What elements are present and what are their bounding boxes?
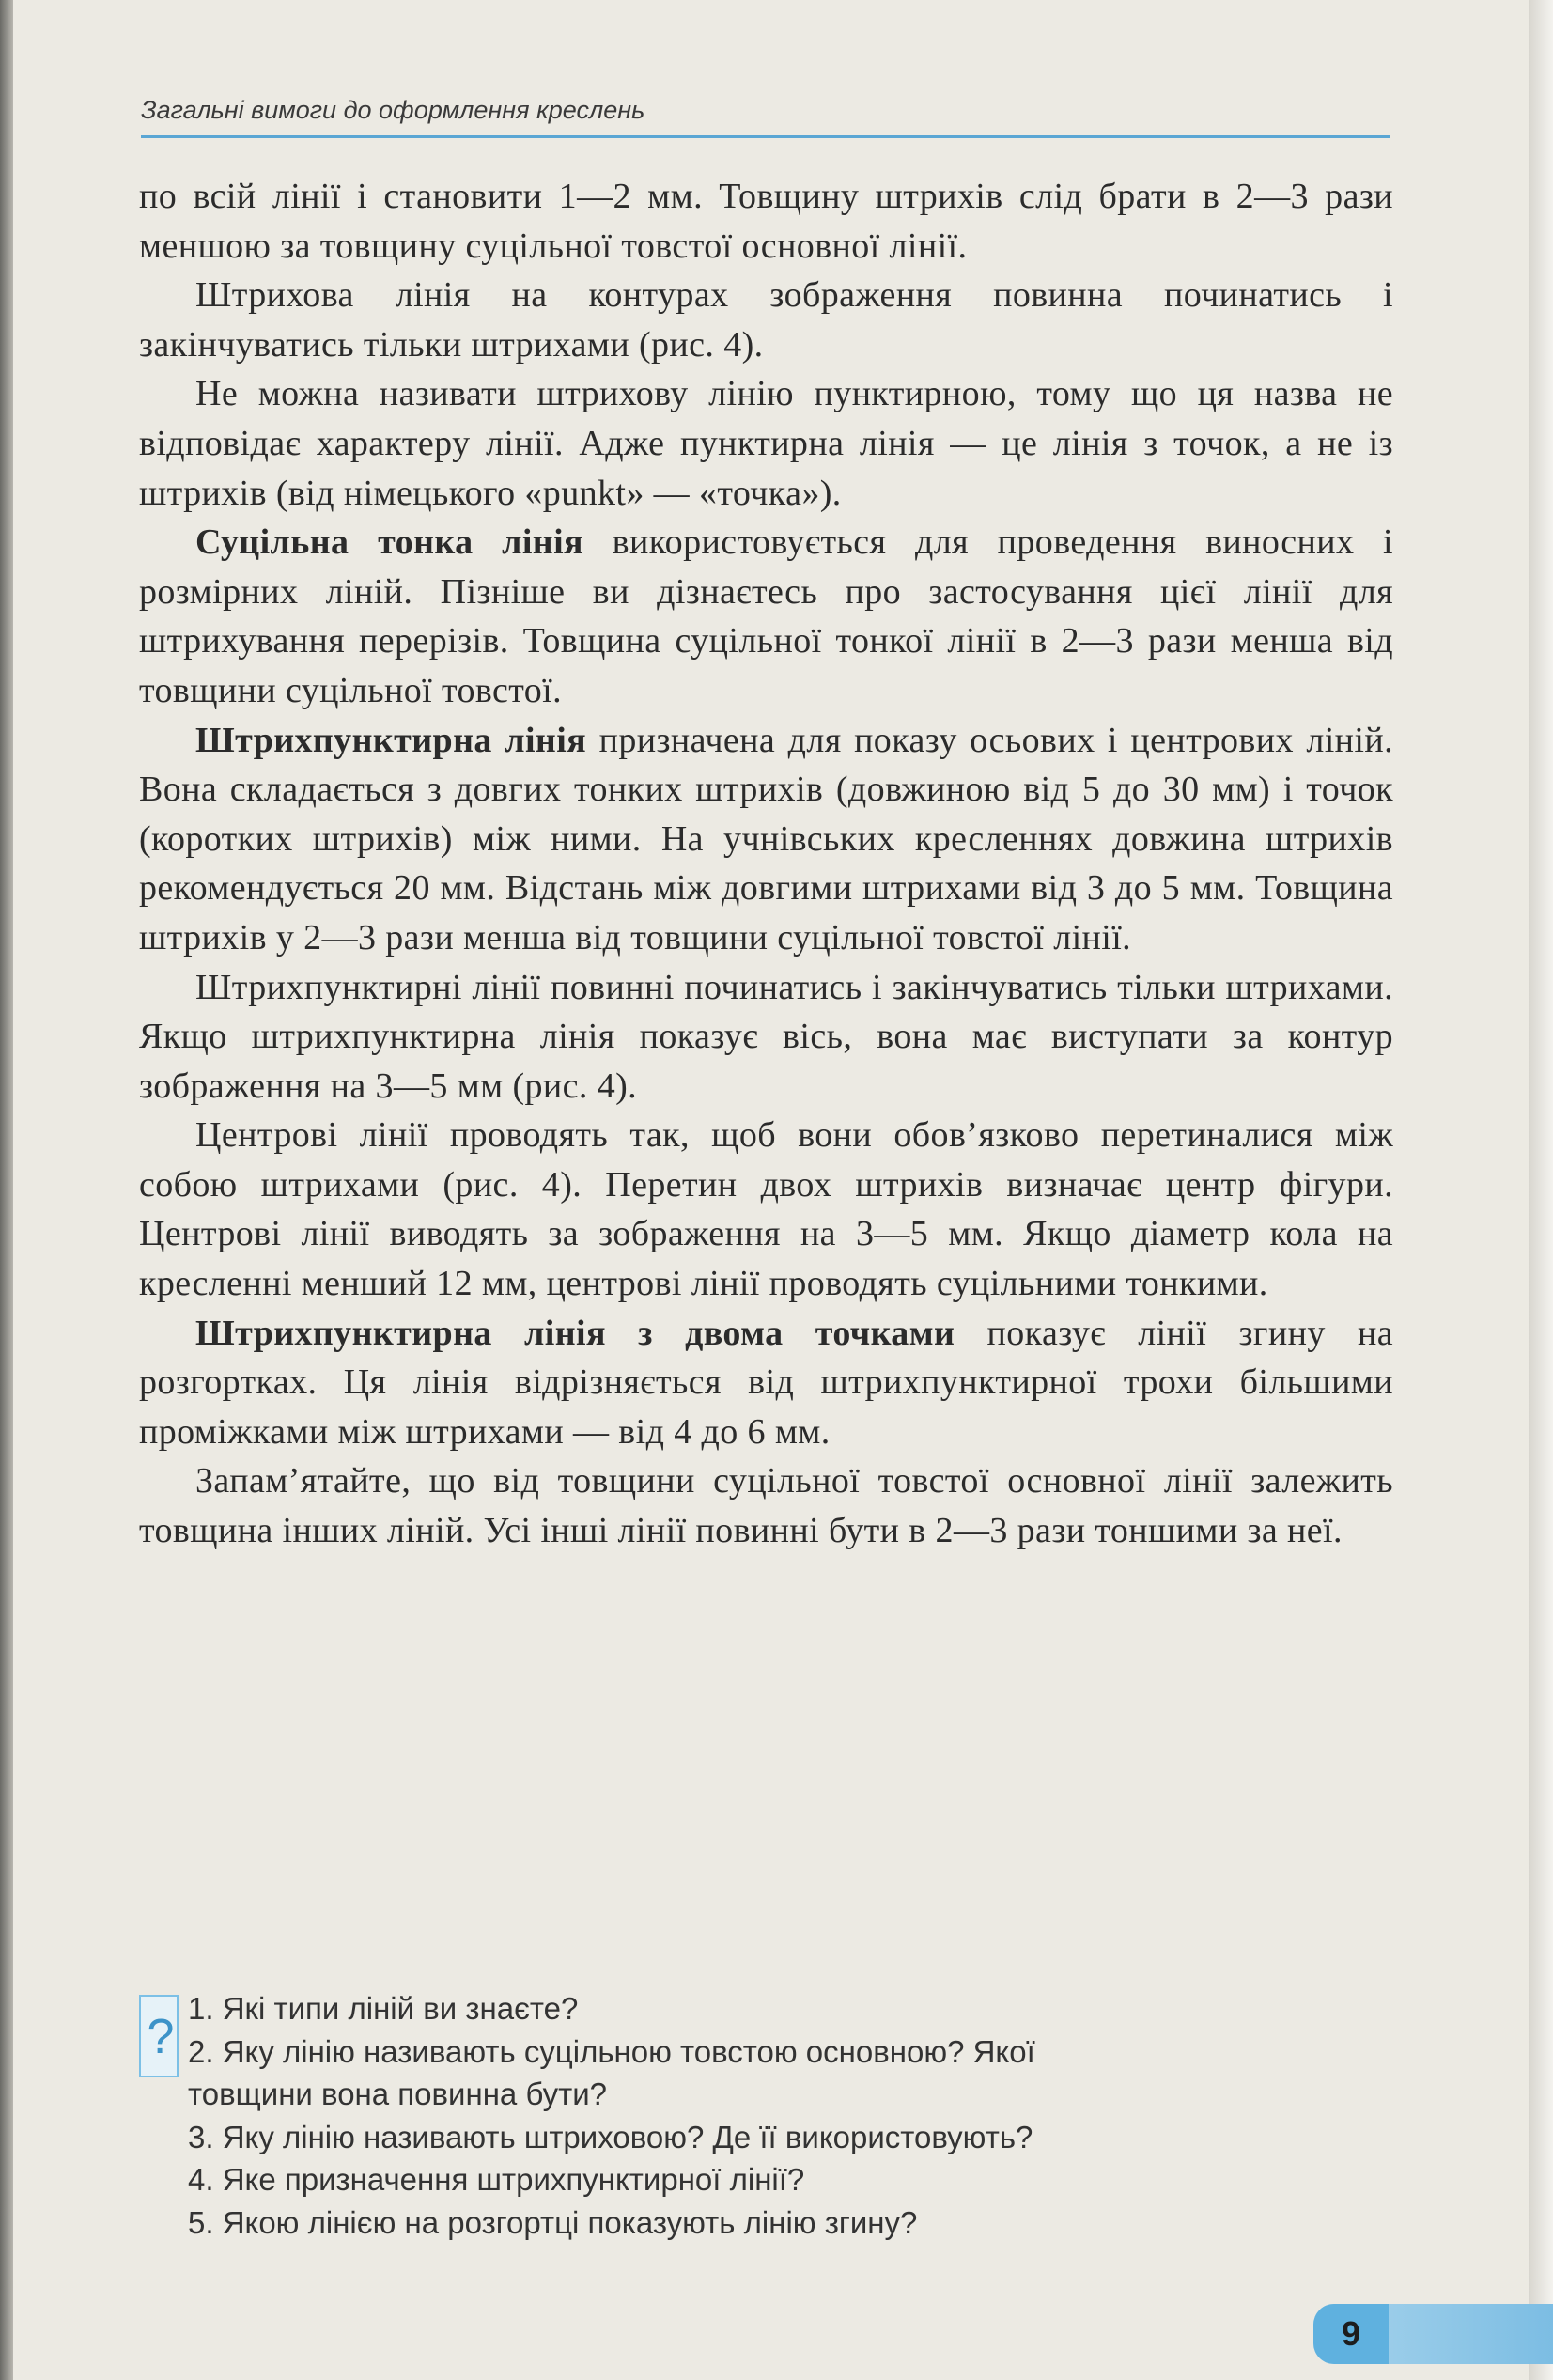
review-questions xyxy=(139,1987,1360,2260)
paragraph xyxy=(139,172,1393,271)
paragraph xyxy=(139,1309,1393,1457)
question-item: 4. Яке призначення штрихпунктирної лінії? xyxy=(188,2162,805,2197)
question-mark-glyph: ? xyxy=(147,2010,175,2064)
paragraph xyxy=(139,518,1393,715)
page-outer-edge xyxy=(1529,0,1553,2380)
paragraph-text: показує лінії згину на розгортках. Ця лінія відрізняється від штрихпунктирної трохи більшими проміжками між штрихами — від 4 до 6 мм. xyxy=(139,1313,1393,1452)
paragraph-text: по всій лінії і становити 1—2 мм. Товщину штрихів слід брати в 2—3 рази меншою за товщину суцільної товстої основної лінії. xyxy=(139,177,1393,266)
question-item: 5. Якою лінією на розгортці показують лінію згину? xyxy=(188,2204,918,2240)
question-list xyxy=(188,1987,1353,2244)
paragraph xyxy=(139,716,1393,963)
paragraph-text: використовується для проведення виносних і розмірних ліній. Пізніше ви дізнаєтесь про застосування цієї лінії для штрихування перерізів. Товщина суцільної тонкої лінії в 2—3 рази менша від товщини суцільної товстої. xyxy=(139,522,1393,710)
paragraph-text: Запам’ятайте, що від товщини суцільної товстої основної лінії залежить товщина інших ліній. Усі інші лінії повинні бути в 2—3 рази тоншими за неї. xyxy=(139,1461,1393,1551)
paragraph-text: Центрові лінії проводять так, щоб вони обов’язково перетиналися між собою штрихами (рис. 4). Перетин двох штрихів визначає центр фігури. Центрові лінії виводять за зображення на 3—5 мм. Якщо діаметр кола на кресленні менший 12 мм, центрові лінії проводять суцільними тонкими. xyxy=(139,1115,1393,1304)
question-item: 3. Яку лінію називають штриховою? Де її використовують? xyxy=(188,2119,1033,2154)
term-heading: Штрихпунктирна лінія xyxy=(195,720,587,760)
term-heading: Штрихпунктирна лінія з двома точками xyxy=(195,1313,955,1353)
page-number: 9 xyxy=(1341,2314,1361,2353)
question-item: 1. Які типи ліній ви знаєте? xyxy=(188,1991,579,2026)
paragraph-text: Не можна називати штрихову лінію пунктирною, тому що ця назва не відповідає характеру лінії. Адже пунктирна лінія — це лінія з точок, а не із штрихів (від німецького «punkt» — «точка»). xyxy=(139,374,1393,513)
paragraph xyxy=(139,1456,1393,1555)
page-binding-edge xyxy=(0,0,13,2380)
paragraph xyxy=(139,369,1393,518)
paragraph-text: Штрихпунктирні лінії повинні починатись і закінчуватись тільки штрихами. Якщо штрихпунктирна лінія показує вісь, вона має виступати за контур зображення на 3—5 мм (рис. 4). xyxy=(139,967,1393,1106)
question-mark-icon xyxy=(139,1995,179,2077)
paragraph xyxy=(139,1111,1393,1308)
running-header-title: Загальні вимоги до оформлення креслень xyxy=(141,96,645,124)
header-divider xyxy=(141,135,1390,138)
main-text xyxy=(139,172,1393,1556)
term-heading: Суцільна тонка лінія xyxy=(195,522,584,563)
running-header xyxy=(141,94,1390,141)
paragraph xyxy=(139,963,1393,1112)
question-item: 2. Яку лінію називають суцільною товстою основною? Якої xyxy=(188,2033,1035,2069)
paragraph-text: Штрихова лінія на контурах зображення повинна починатись і закінчуватись тільки штрихами (рис. 4). xyxy=(139,275,1393,365)
question-item-continuation: товщини вона повинна бути? xyxy=(188,2077,608,2111)
paragraph xyxy=(139,271,1393,369)
paragraph-text: призначена для показу осьових і центрових ліній. Вона складається з довгих тонких штрихів (довжиною від 5 до 30 мм) і точок (коротких штрихів) між ними. На учнівських кресленнях довжина штрихів рекомендується 20 мм. Відстань між довгими штрихами від 3 до 5 мм. Товщина штрихів у 2—3 рази менша від товщини суцільної товстої лінії. xyxy=(139,720,1393,957)
